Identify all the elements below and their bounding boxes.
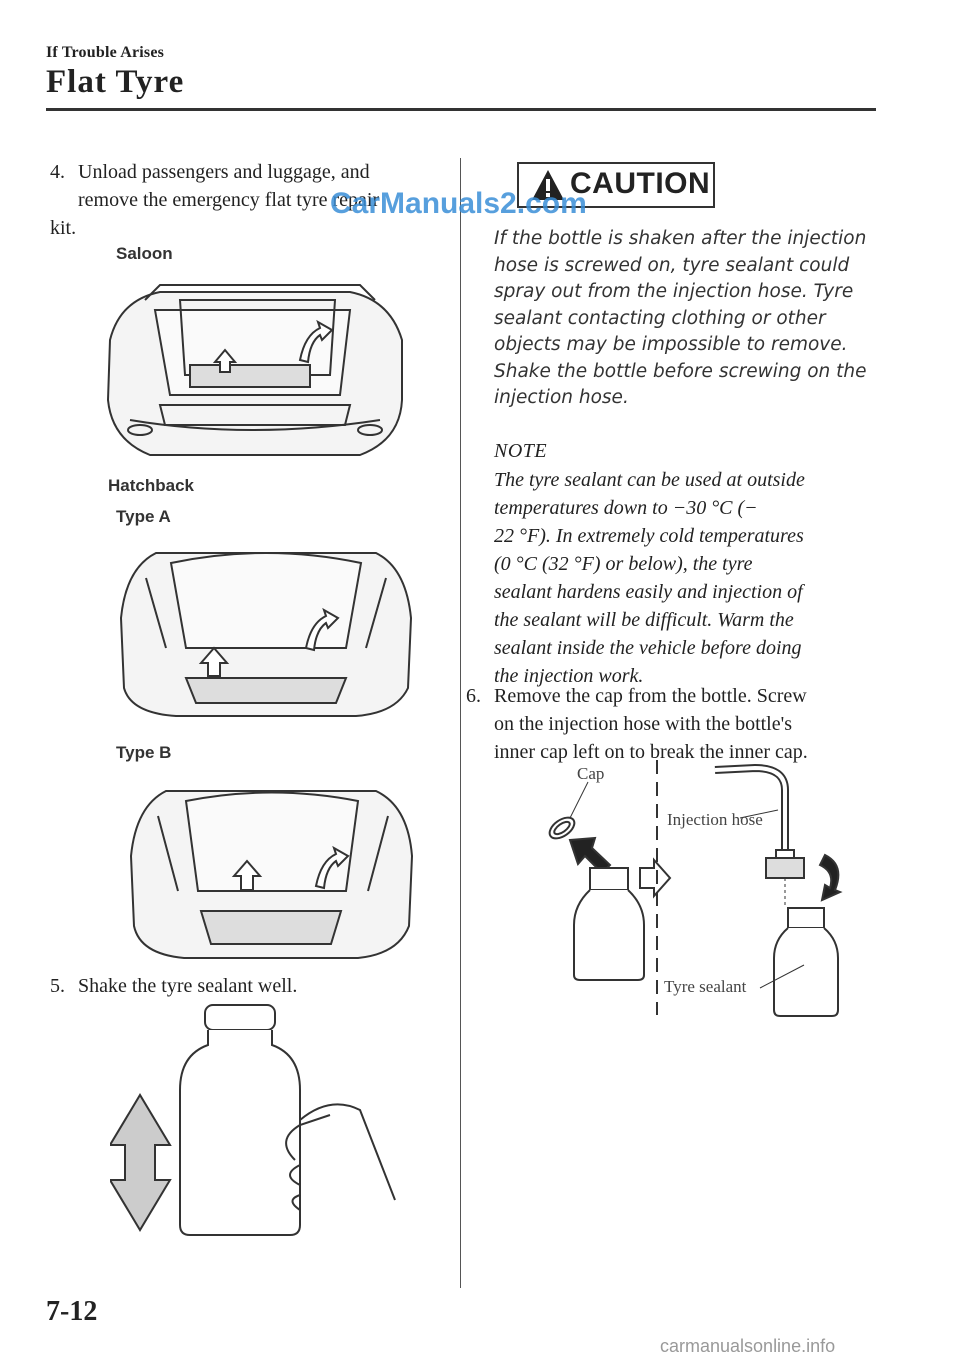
shake-bottle-illustration <box>110 1000 410 1240</box>
step-text-line: Unload passengers and luggage, and <box>78 161 370 183</box>
caution-line: spray out from the injection hose. Tyre <box>494 281 854 302</box>
step-6 <box>466 682 878 766</box>
step-text-line: remove the emergency flat tyre repair <box>78 189 380 211</box>
saloon-label: Saloon <box>116 244 173 263</box>
note-line: temperatures down to −30 °C (− <box>494 497 758 519</box>
note-line: the injection work. <box>494 665 644 687</box>
note-line: 22 °F). In extremely cold temperatures <box>494 525 804 547</box>
footer-watermark: carmanualsonline.info <box>660 1336 836 1356</box>
hatchback-label: Hatchback <box>108 476 194 495</box>
page-title: Flat Tyre <box>46 64 185 100</box>
step-5 <box>50 972 450 1000</box>
caution-line: hose is screwed on, tyre sealant could <box>494 254 850 276</box>
note-line: sealant inside the vehicle before doing <box>494 637 802 659</box>
type-b-label: Type B <box>116 743 172 762</box>
section-heading: If Trouble Arises <box>46 44 165 61</box>
caution-line: objects may be impossible to remove. <box>494 334 848 355</box>
caution-line: Shake the bottle before screwing on the <box>494 360 867 382</box>
type-a-label: Type A <box>116 507 171 526</box>
saloon-trunk-illustration <box>100 280 410 475</box>
caution-body <box>494 226 878 412</box>
note-heading: NOTE <box>494 440 548 462</box>
caution-line: sealant contacting clothing or other <box>494 307 826 329</box>
step-number: 6. <box>466 685 481 707</box>
caution-line: If the bottle is shaken after the injection <box>494 228 867 249</box>
note-line: the sealant will be difficult. Warm the <box>494 609 794 631</box>
step-number: 5. <box>50 975 65 997</box>
cap-label: Cap <box>577 764 605 783</box>
step-number: 4. <box>50 161 65 183</box>
column-divider <box>460 158 461 1288</box>
tyre-sealant-label: Tyre sealant <box>664 977 747 996</box>
note-line: sealant hardens easily and injection of <box>494 581 803 603</box>
watermark: CarManuals2.com <box>330 187 587 220</box>
header-rule <box>46 108 876 111</box>
step-text-line: Remove the cap from the bottle. Screw <box>494 685 807 707</box>
injection-hose-label: Injection hose <box>667 810 763 829</box>
note-line: (0 °C (32 °F) or below), the tyre <box>494 553 753 575</box>
step-text-line: on the injection hose with the bottle's <box>494 713 792 735</box>
note-body <box>494 466 878 690</box>
hatchback-type-b-illustration <box>126 776 416 971</box>
note-line: The tyre sealant can be used at outside <box>494 469 805 491</box>
step-text-line: kit. <box>50 217 77 239</box>
caution-heading: CAUTION <box>570 167 711 200</box>
step-text: Shake the tyre sealant well. <box>78 975 298 997</box>
hatchback-type-a-illustration <box>116 538 416 728</box>
page-number: 7-12 <box>46 1296 98 1327</box>
step-text-line: inner cap left on to break the inner cap. <box>494 741 808 763</box>
caution-line: injection hose. <box>494 387 629 408</box>
